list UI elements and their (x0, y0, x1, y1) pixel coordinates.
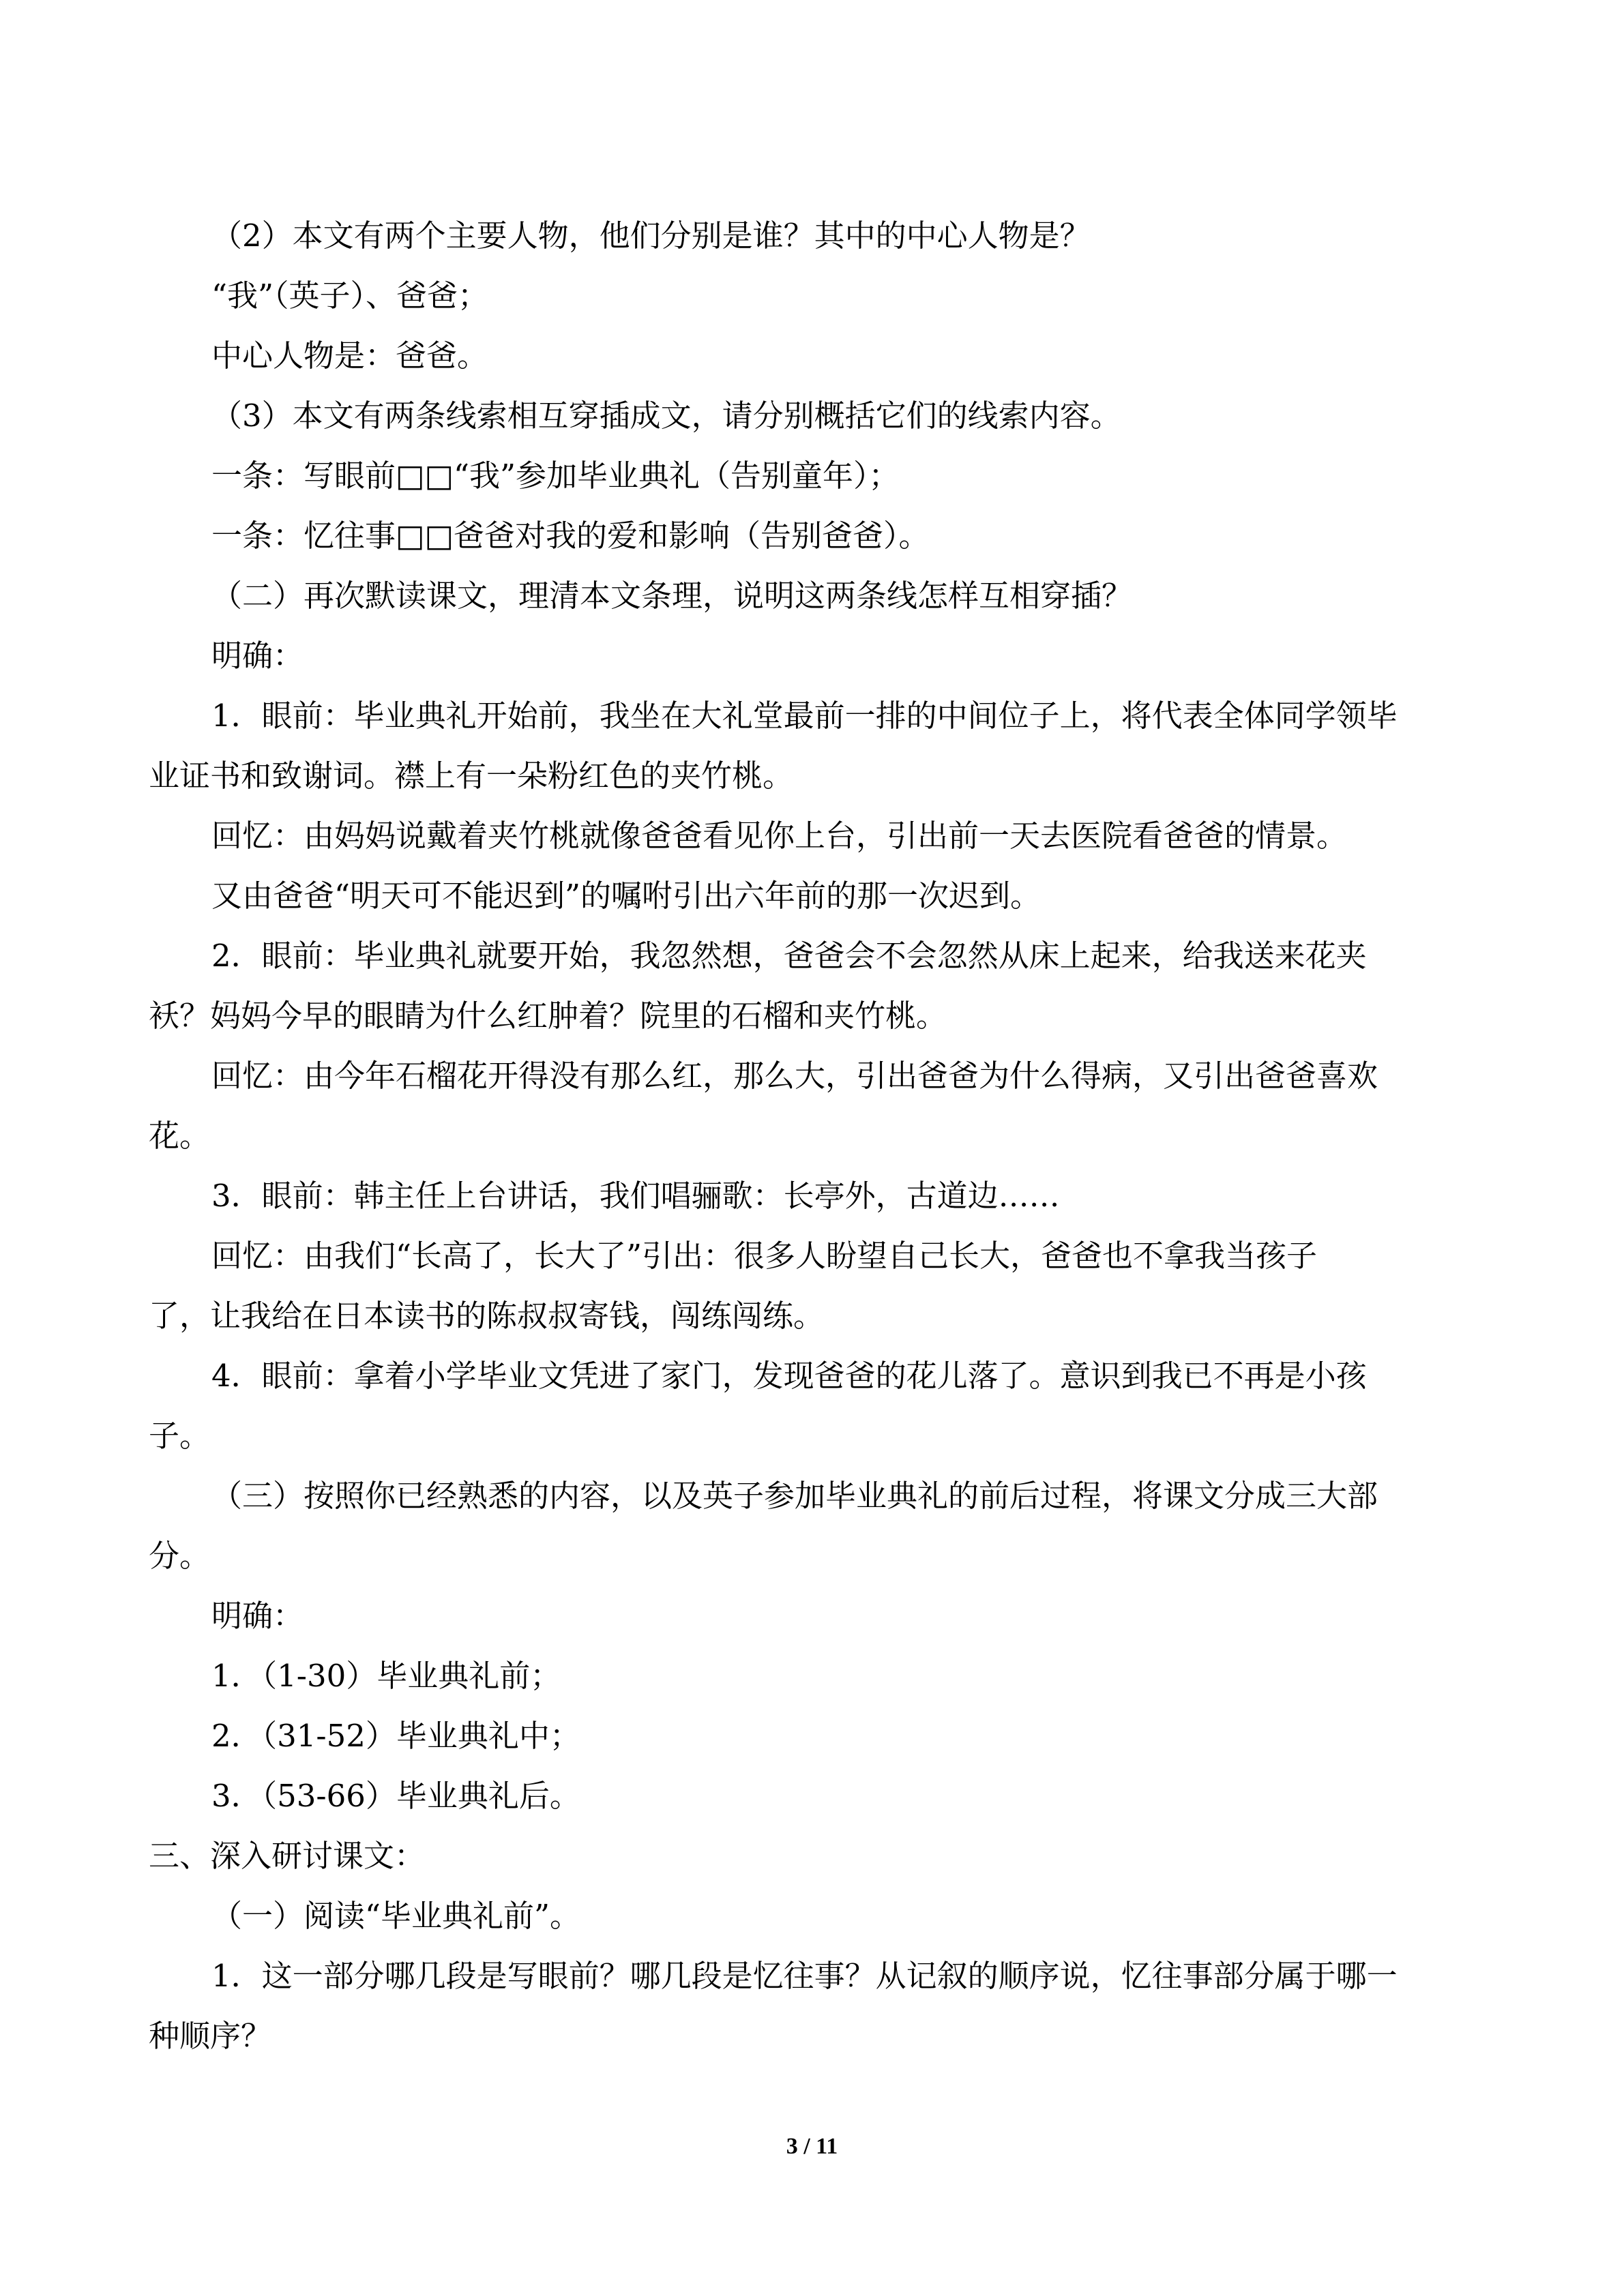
text-line: 明确： (211, 638, 304, 674)
text-line: 1．眼前：毕业典礼开始前，我坐在大礼堂最前一排的中间位子上，将代表全体同学领毕 (211, 698, 1398, 734)
text-line: 回忆：由今年石榴花开得没有那么红，那么大，引出爸爸为什么得病，又引出爸爸喜欢 (211, 1058, 1378, 1094)
text-line: 一条：写眼前□□“我”参加毕业典礼（告别童年）； (211, 458, 900, 494)
text-line: 业证书和致谢词。襟上有一朵粉红色的夹竹桃。 (149, 758, 794, 794)
document-body (149, 206, 1475, 2066)
text-line: 花。 (149, 1118, 211, 1154)
text-line: 2．（31-52）毕业典礼中； (211, 1718, 580, 1754)
text-line: 一条：忆往事□□爸爸对我的爱和影响（告别爸爸）。 (211, 518, 930, 554)
text-line: 三、深入研讨课文： (149, 1838, 426, 1874)
text-line: 回忆：由我们“长高了，长大了”引出：很多人盼望自己长大，爸爸也不拿我当孩子 (211, 1238, 1318, 1274)
page-number: 3 / 11 (786, 2134, 838, 2159)
text-line: 分。 (149, 1538, 211, 1574)
text-line: 种顺序？ (149, 2018, 272, 2054)
text-line: 又由爸爸“明天可不能迟到”的嘱咐引出六年前的那一次迟到。 (211, 878, 1042, 914)
text-line: （三）按照你已经熟悉的内容，以及英子参加毕业典礼的前后过程，将课文分成三大部 (211, 1478, 1378, 1514)
text-line: 4．眼前：拿着小学毕业文凭进了家门，发现爸爸的花儿落了。意识到我已不再是小孩 (211, 1358, 1367, 1394)
text-line: 子。 (149, 1418, 211, 1454)
text-line: 回忆：由妈妈说戴着夹竹桃就像爸爸看见你上台，引出前一天去医院看爸爸的情景。 (211, 818, 1348, 854)
text-line: 2．眼前：毕业典礼就要开始，我忽然想，爸爸会不会忽然从床上起来，给我送来花夹 (211, 938, 1367, 974)
text-line: 中心人物是：爸爸。 (211, 338, 488, 374)
text-line: 了，让我给在日本读书的陈叔叔寄钱，闯练闯练。 (149, 1298, 825, 1334)
text-line: （3）本文有两条线索相互穿插成文，请分别概括它们的线索内容。 (211, 398, 1121, 434)
text-line: 1．（1-30）毕业典礼前； (211, 1658, 561, 1694)
text-line: （二）再次默读课文，理清本文条理，说明这两条线怎样互相穿插？ (211, 578, 1133, 614)
text-line: 3．（53-66）毕业典礼后。 (211, 1778, 580, 1814)
text-line: “我”（英子）、爸爸； (211, 278, 489, 314)
text-line: （一）阅读“毕业典礼前”。 (211, 1898, 581, 1934)
text-line: 1．这一部分哪几段是写眼前？哪几段是忆往事？从记叙的顺序说，忆往事部分属于哪一 (211, 1958, 1398, 1994)
text-line: （2）本文有两个主要人物，他们分别是谁？其中的中心人物是？ (211, 218, 1091, 254)
text-line: 袄？妈妈今早的眼睛为什么红肿着？院里的石榴和夹竹桃。 (149, 998, 947, 1034)
text-line: 明确： (211, 1598, 304, 1634)
text-line: 3．眼前：韩主任上台讲话，我们唱骊歌：长亭外，古道边…… (211, 1178, 1060, 1214)
